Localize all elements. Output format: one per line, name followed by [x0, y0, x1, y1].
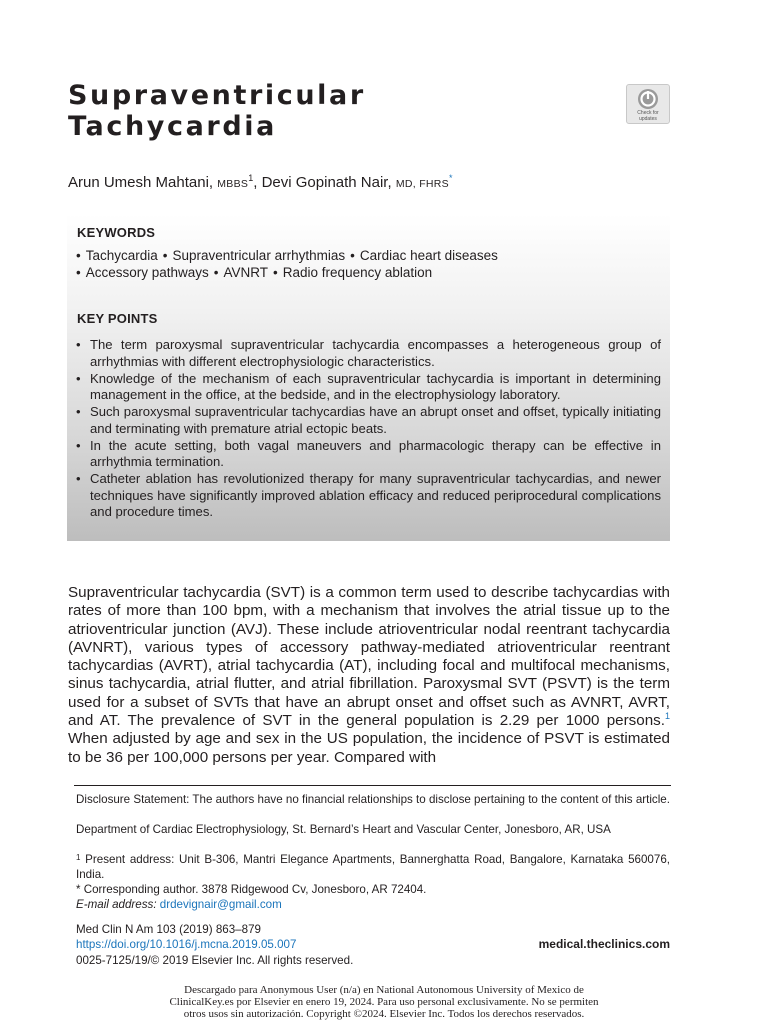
author-separator: , [253, 174, 258, 191]
key-point-item: • The term paroxysmal supraventricular tachycardia encompasses a heterogeneous group of arrhythmias with different electrophysiologic characteristics. [76, 337, 661, 370]
check-for-updates-icon [637, 88, 659, 110]
body-text-part2: When adjusted by age and sex in the US population, the incidence of PSVT is estimated to be 36 per 100,000 persons per year. Compared with [68, 730, 670, 766]
corresponding-author-marker[interactable]: * [448, 173, 453, 183]
key-points-heading: KEY POINTS [77, 311, 158, 326]
author2-degree: MD, FHRS [395, 178, 449, 190]
journal-website: medical.theclinics.com [538, 937, 670, 951]
present-address-marker: 1 [76, 853, 81, 862]
reference-link-1[interactable]: 1 [664, 711, 670, 722]
keyword: • Tachycardia [76, 248, 158, 263]
keyword: • Supraventricular arrhythmias [158, 248, 345, 263]
author1-affiliation-marker: 1 [248, 173, 254, 183]
footnote-divider [74, 785, 671, 786]
download-notice [0, 984, 768, 1020]
present-address-footnote [76, 853, 670, 883]
copyright-line: 0025-7125/19/© 2019 Elsevier Inc. All rights reserved. [76, 954, 354, 967]
keywords-keypoints-box [67, 214, 670, 541]
keyword: • Radio frequency ablation [268, 265, 432, 280]
keyword: • Accessory pathways [76, 265, 209, 280]
author2-name: Devi Gopinath Nair, [261, 174, 392, 191]
keywords-heading: KEYWORDS [77, 225, 156, 240]
article-title-line1: Supraventricular [68, 80, 366, 111]
check-for-updates-badge[interactable] [626, 84, 670, 124]
body-text-part1: Supraventricular tachycardia (SVT) is a common term used to describe tachycardias with rates of more than 100 bpm, with a mechanism that involves the atrial tissue up to the atrioventricular junction (AVJ). These include atrioventricular nodal reentrant tachycardia (AVNRT), various types of accessory pathway-mediated atrioventricular reentrant tachycardias (AVRT), atrial tachycardia (AT), including focal and multifocal mechanisms, sinus tachycardia, atrial flutter, and atrial fibrillation. Paroxysmal SVT (PSVT) is the term used for a subset of SVTs that have an abrupt onset and offset such as AVNRT, AVRT, and AT. The prevalence of SVT in the general population is 2.29 per 1000 persons. [68, 584, 670, 730]
keywords-line-1 [76, 247, 498, 264]
key-point-item: • Catheter ablation has revolutionized therapy for many supraventricular tachycardias, and newer techniques have significantly improved ablation efficacy and reduced periprocedural complications and procedure times. [76, 471, 661, 521]
email-footnote [76, 898, 670, 913]
article-title-line2: Tachycardia [68, 111, 277, 142]
key-points-list [76, 337, 661, 521]
download-notice-line3: otros usos sin autorización. Copyright ©2024. Elsevier Inc. Todos los derechos reservados. [183, 1008, 585, 1020]
author-line [68, 172, 453, 195]
body-paragraph [68, 584, 670, 767]
email-link[interactable]: drdevignair@gmail.com [159, 898, 282, 911]
key-point-item: • Such paroxysmal supraventricular tachycardias have an abrupt onset and offset, typically initiating and terminating with premature atrial ectopic beats. [76, 404, 661, 437]
author1-name: Arun Umesh Mahtani, [68, 174, 214, 191]
article-title [68, 80, 366, 142]
key-point-item: • In the acute setting, both vagal maneuvers and pharmacologic therapy can be effective in arrhythmia termination. [76, 438, 661, 471]
disclosure-statement: Disclosure Statement: The authors have no financial relationships to disclose pertaining to the content of this article. [76, 793, 670, 806]
keyword: • AVNRT [209, 265, 268, 280]
download-notice-line1: Descargado para Anonymous User (n/a) en National Autonomous University of Mexico de [184, 984, 584, 996]
doi-link[interactable]: https://doi.org/10.1016/j.mcna.2019.05.007 [76, 938, 297, 951]
journal-citation: Med Clin N Am 103 (2019) 863–879 [76, 923, 261, 936]
email-label: E-mail address: [76, 898, 157, 911]
download-notice-line2: ClinicalKey.es por Elsevier en enero 19, 2024. Para uso personal exclusivamente. No se permiten [169, 996, 599, 1008]
author1-degree: MBBS [217, 178, 249, 190]
corresponding-author-footnote: * Corresponding author. 3878 Ridgewood Cv, Jonesboro, AR 72404. [76, 883, 427, 896]
check-for-updates-label: Check for updates [637, 110, 659, 122]
present-address-text: Present address: Unit B-306, Mantri Elegance Apartments, Bannerghatta Road, Bangalore, Karnataka 560076, India. [76, 853, 670, 881]
key-point-item: • Knowledge of the mechanism of each supraventricular tachycardia is important in determining management in the office, at the bedside, and in the electrophysiology laboratory. [76, 371, 661, 404]
keywords-line-2 [76, 264, 432, 281]
keyword: • Cardiac heart diseases [345, 248, 498, 263]
affiliation-department: Department of Cardiac Electrophysiology, St. Bernard’s Heart and Vascular Center, Jonesboro, AR, USA [76, 823, 611, 836]
